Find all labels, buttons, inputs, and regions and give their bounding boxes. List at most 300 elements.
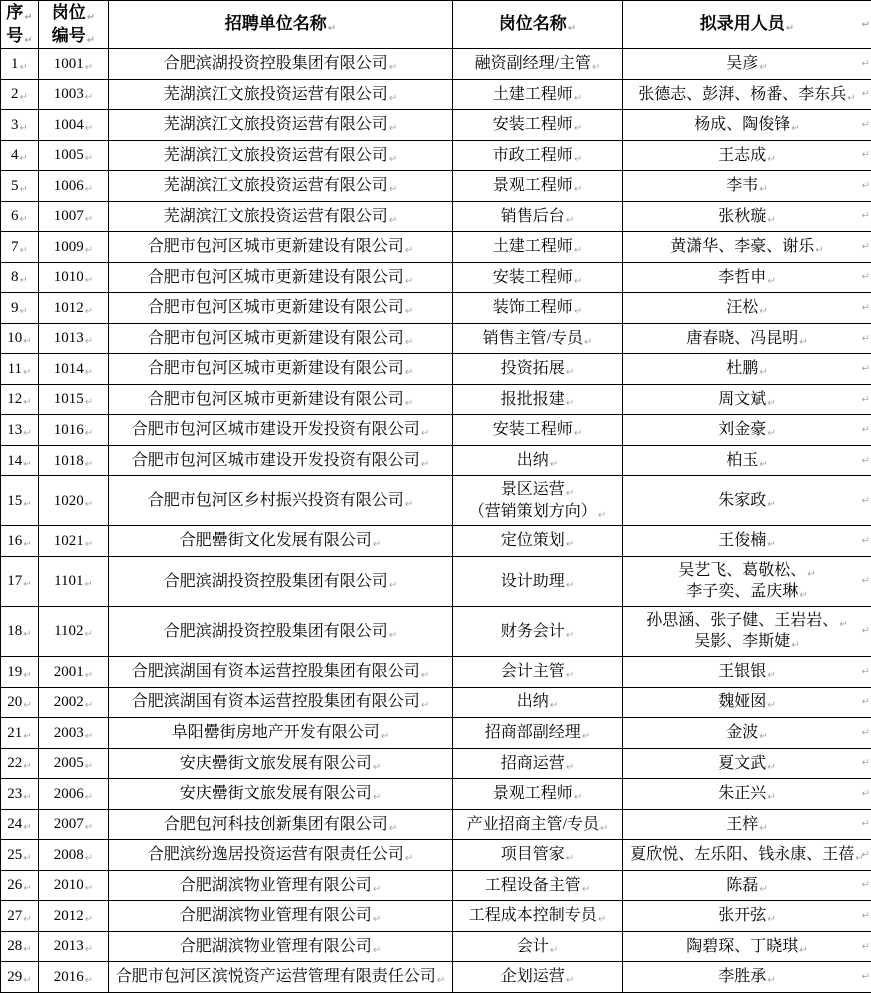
seq-line: [3, 115, 36, 135]
code-cell: [39, 323, 109, 354]
row-end-mark: ↵: [861, 363, 870, 375]
code-text: 2012: [53, 907, 84, 924]
hires-text: 王志成: [718, 146, 767, 164]
paragraph-mark: ↵: [23, 428, 32, 440]
code-text: 2006: [53, 785, 84, 802]
paragraph-mark: ↵: [84, 92, 94, 104]
seq-line: [3, 54, 36, 74]
seq-text: 2: [11, 86, 19, 103]
code-text: 2013: [53, 938, 84, 955]
table-header: [1, 1, 871, 49]
header-cell-company: [109, 1, 453, 49]
position-line: [455, 297, 620, 319]
hires-cell: [623, 445, 871, 476]
paragraph-mark: ↵: [84, 336, 94, 348]
code-line: [41, 115, 106, 135]
company-text: 安庆罍街文旅发展有限公司: [179, 785, 372, 803]
position-line: [455, 875, 620, 897]
company-text: 合肥湖滨物业管理有限公司: [179, 937, 372, 955]
hires-line: [625, 936, 869, 958]
position-text: （营销策划方向）: [468, 502, 597, 520]
seq-line: [3, 206, 36, 226]
hires-line: [625, 175, 869, 197]
table-row: [1, 931, 871, 962]
code-cell: [39, 293, 109, 324]
code-text: 2008: [53, 846, 84, 863]
table-row: [1, 354, 871, 385]
hires-cell: [623, 656, 871, 687]
position-cell: [453, 840, 623, 871]
table-row: [1, 79, 871, 110]
seq-text: 11: [7, 360, 23, 377]
hires-line: [625, 206, 869, 228]
hires-cell: [623, 110, 871, 141]
seq-cell: [1, 140, 39, 171]
code-text: 1007: [53, 208, 84, 225]
hires-text: 朱家政: [718, 492, 767, 510]
company-line: [111, 936, 450, 958]
seq-text: 4: [11, 147, 19, 164]
seq-cell: [1, 79, 39, 110]
position-cell: [453, 140, 623, 171]
paragraph-mark: ↵: [19, 183, 28, 195]
seq-line: [3, 267, 36, 287]
seq-line: [3, 723, 36, 743]
code-text: 2010: [53, 877, 84, 894]
position-line: [455, 450, 620, 472]
code-cell: [39, 606, 109, 656]
paragraph-mark: ↵: [807, 568, 816, 580]
position-line: [455, 966, 620, 988]
company-line: [111, 267, 450, 289]
company-cell: [109, 718, 453, 749]
row-end-mark: ↵: [861, 271, 870, 283]
company-line: [111, 450, 450, 472]
row-end-mark: ↵: [861, 393, 870, 405]
paragraph-mark: ↵: [388, 123, 398, 135]
position-line: [455, 389, 620, 411]
row-end-mark: ↵: [861, 696, 870, 708]
header-seq-line: [3, 2, 36, 24]
paragraph-mark: ↵: [791, 640, 800, 652]
position-text: 设计助理: [500, 572, 565, 590]
seq-cell: [1, 415, 39, 446]
hires-text: 张德志、彭湃、杨番、李东兵: [638, 85, 847, 103]
table-row: [1, 687, 871, 718]
paragraph-mark: ↵: [84, 913, 94, 925]
seq-text: 7: [11, 238, 19, 255]
table-row: [1, 840, 871, 871]
paragraph-mark: ↵: [388, 822, 398, 834]
seq-cell: [1, 384, 39, 415]
company-text: 芜湖滨江文旅投资运营有限公司: [163, 146, 388, 164]
paragraph-mark: ↵: [573, 275, 583, 287]
seq-line: [3, 662, 36, 682]
paragraph-mark: ↵: [327, 23, 337, 35]
position-line: [455, 783, 620, 805]
company-line: [111, 490, 450, 512]
position-text: 定位策划: [500, 532, 565, 550]
paragraph-mark: ↵: [573, 123, 583, 135]
hires-cell: [623, 687, 871, 718]
seq-line: [3, 298, 36, 318]
code-text: 2003: [53, 724, 84, 741]
seq-cell: [1, 779, 39, 810]
company-cell: [109, 79, 453, 110]
code-line: [41, 389, 106, 409]
paragraph-mark: ↵: [84, 852, 94, 864]
paragraph-mark: ↵: [565, 214, 575, 226]
header-seq-text: 号: [6, 25, 24, 45]
position-text: 会计主管: [500, 662, 565, 680]
company-line: [111, 905, 450, 927]
paragraph-mark: ↵: [86, 12, 96, 24]
company-line: [111, 691, 450, 713]
hires-cell: [623, 262, 871, 293]
company-cell: [109, 354, 453, 385]
seq-text: 22: [7, 755, 23, 772]
position-line: [455, 621, 620, 643]
hires-text: 吴影、李斯婕: [694, 633, 791, 651]
table-row: [1, 415, 871, 446]
position-cell: [453, 748, 623, 779]
seq-text: 28: [7, 938, 23, 955]
paragraph-mark: ↵: [791, 123, 800, 135]
company-cell: [109, 384, 453, 415]
row-end-mark: ↵: [861, 727, 870, 739]
hires-line: [625, 722, 869, 744]
seq-line: [3, 845, 36, 865]
position-cell: [453, 171, 623, 202]
code-line: [41, 875, 106, 895]
hires-text: 柏玉: [726, 451, 759, 469]
code-text: 1018: [53, 452, 84, 469]
code-cell: [39, 526, 109, 557]
seq-cell: [1, 201, 39, 232]
paragraph-mark: ↵: [84, 305, 94, 317]
row-end-mark: ↵: [861, 180, 870, 192]
company-cell: [109, 687, 453, 718]
position-cell: [453, 779, 623, 810]
seq-cell: [1, 476, 39, 526]
code-cell: [39, 931, 109, 962]
company-cell: [109, 49, 453, 80]
company-cell: [109, 476, 453, 526]
paragraph-mark: ↵: [581, 883, 591, 895]
seq-text: 8: [11, 269, 19, 286]
company-cell: [109, 201, 453, 232]
code-cell: [39, 556, 109, 606]
hires-line: [625, 610, 869, 632]
code-text: 1013: [53, 330, 84, 347]
company-line: [111, 621, 450, 643]
code-cell: [39, 779, 109, 810]
company-line: [111, 236, 450, 258]
code-cell: [39, 870, 109, 901]
code-line: [41, 176, 106, 196]
seq-cell: [1, 556, 39, 606]
company-line: [111, 114, 450, 136]
paragraph-mark: ↵: [767, 428, 776, 440]
paragraph-mark: ↵: [84, 275, 94, 287]
company-text: 合肥市包河区城市更新建设有限公司: [147, 238, 404, 256]
company-line: [111, 966, 450, 988]
hires-line: [625, 661, 869, 683]
seq-text: 5: [11, 177, 19, 194]
seq-cell: [1, 262, 39, 293]
paragraph-mark: ↵: [19, 275, 28, 287]
seq-cell: [1, 718, 39, 749]
position-cell: [453, 354, 623, 385]
header-row: [1, 1, 871, 49]
hires-line: [625, 450, 869, 472]
position-cell: [453, 870, 623, 901]
company-cell: [109, 415, 453, 446]
hires-text: 王银银: [718, 662, 767, 680]
hires-cell: [623, 606, 871, 656]
row-end-mark: ↵: [861, 241, 870, 253]
paragraph-mark: ↵: [565, 629, 575, 641]
paragraph-mark: ↵: [565, 579, 575, 591]
seq-line: [3, 420, 36, 440]
position-text: 销售后台: [500, 207, 565, 225]
hires-line: [625, 53, 869, 75]
position-line: [455, 206, 620, 228]
code-line: [41, 451, 106, 471]
row-end-mark: ↵: [861, 971, 870, 983]
position-line: [455, 501, 620, 523]
hires-text: 吴彦: [726, 54, 759, 72]
paragraph-mark: ↵: [565, 975, 575, 987]
paragraph-mark: ↵: [84, 61, 94, 73]
code-text: 1009: [53, 238, 84, 255]
code-text: 1005: [53, 147, 84, 164]
row-end-mark: ↵: [861, 454, 870, 466]
paragraph-mark: ↵: [600, 822, 609, 834]
code-text: 1016: [53, 422, 84, 439]
paragraph-mark: ↵: [565, 539, 575, 551]
paragraph-mark: ↵: [404, 336, 414, 348]
company-text: 合肥滨纷逸居投资运营有限责任公司: [147, 846, 404, 864]
hires-text: 朱正兴: [718, 785, 767, 803]
company-cell: [109, 748, 453, 779]
seq-line: [3, 389, 36, 409]
code-line: [41, 621, 106, 641]
company-cell: [109, 809, 453, 840]
code-text: 1102: [54, 623, 84, 640]
table-row: [1, 201, 871, 232]
row-end-mark: ↵: [861, 575, 870, 587]
paragraph-mark: ↵: [84, 153, 94, 165]
paragraph-mark: ↵: [84, 730, 94, 742]
company-text: 合肥市包河区城市建设开发投资有限公司: [131, 451, 420, 469]
header-company-line: [111, 13, 450, 35]
seq-text: 26: [7, 877, 23, 894]
header-cell-code: [39, 1, 109, 49]
paragraph-mark: ↵: [404, 245, 414, 257]
paragraph-mark: ↵: [573, 428, 583, 440]
position-text: 景观工程师: [492, 785, 573, 803]
paragraph-mark: ↵: [815, 245, 824, 257]
paragraph-mark: ↵: [84, 183, 94, 195]
row-end-mark: ↵: [861, 58, 870, 70]
company-text: 芜湖滨江文旅投资运营有限公司: [163, 177, 388, 195]
paragraph-mark: ↵: [84, 498, 94, 510]
code-line: [41, 328, 106, 348]
hires-line: [625, 114, 869, 136]
hires-line: [625, 691, 869, 713]
hires-cell: [623, 323, 871, 354]
seq-line: [3, 237, 36, 257]
hires-cell: [623, 779, 871, 810]
position-line: [455, 530, 620, 552]
table-row: [1, 901, 871, 932]
paragraph-mark: ↵: [23, 366, 32, 378]
code-cell: [39, 354, 109, 385]
company-line: [111, 875, 450, 897]
paragraph-mark: ↵: [23, 730, 32, 742]
paragraph-mark: ↵: [23, 761, 32, 773]
row-end-mark: ↵: [861, 495, 870, 507]
header-code-line: [41, 25, 106, 47]
seq-line: [3, 753, 36, 773]
table-row: [1, 962, 871, 993]
code-line: [41, 967, 106, 987]
paragraph-mark: ↵: [388, 153, 398, 165]
company-cell: [109, 110, 453, 141]
code-line: [41, 814, 106, 834]
company-text: 合肥市包河区滨悦资产运营管理有限责任公司: [115, 968, 436, 986]
seq-line: [3, 814, 36, 834]
paragraph-mark: ↵: [404, 499, 414, 511]
code-line: [41, 906, 106, 926]
paragraph-mark: ↵: [436, 975, 446, 987]
table-row: [1, 748, 871, 779]
company-text: 阜阳罍街房地产开发有限公司: [171, 724, 380, 741]
paragraph-mark: ↵: [84, 822, 94, 834]
hires-cell: [623, 232, 871, 263]
code-cell: [39, 656, 109, 687]
paragraph-mark: ↵: [573, 306, 583, 318]
code-text: 2005: [53, 755, 84, 772]
company-cell: [109, 870, 453, 901]
code-text: 1010: [53, 269, 84, 286]
paragraph-mark: ↵: [23, 629, 32, 641]
paragraph-mark: ↵: [84, 629, 93, 641]
seq-line: [3, 784, 36, 804]
company-text: 合肥市包河区乡村振兴投资有限公司: [147, 492, 404, 510]
seq-cell: [1, 110, 39, 141]
table-body: [1, 49, 871, 993]
position-text: 装饰工程师: [492, 299, 573, 317]
paragraph-mark: ↵: [767, 214, 776, 226]
paragraph-mark: ↵: [84, 700, 94, 712]
paragraph-mark: ↵: [388, 184, 398, 196]
paragraph-mark: ↵: [759, 731, 768, 742]
company-line: [111, 358, 450, 380]
paragraph-mark: ↵: [23, 700, 32, 712]
paragraph-mark: ↵: [404, 306, 414, 318]
position-text: 融资副经理/主管: [474, 54, 592, 72]
seq-text: 16: [7, 533, 23, 550]
paragraph-mark: ↵: [767, 669, 776, 681]
position-cell: [453, 962, 623, 993]
hires-cell: [623, 962, 871, 993]
seq-cell: [1, 293, 39, 324]
paragraph-mark: ↵: [549, 944, 559, 956]
position-line: [455, 358, 620, 380]
seq-cell: [1, 171, 39, 202]
company-line: [111, 175, 450, 197]
hires-text: 张秋璇: [718, 207, 767, 225]
paragraph-mark: ↵: [372, 883, 382, 895]
code-line: [41, 206, 106, 226]
position-line: [455, 661, 620, 683]
hires-cell: [623, 476, 871, 526]
hires-cell: [623, 201, 871, 232]
paragraph-mark: ↵: [23, 822, 32, 834]
paragraph-mark: ↵: [372, 914, 382, 926]
seq-cell: [1, 656, 39, 687]
company-text: 合肥滨湖投资控股集团有限公司: [163, 622, 388, 640]
paragraph-mark: ↵: [549, 700, 559, 712]
paragraph-mark: ↵: [855, 853, 864, 865]
hires-line: [625, 358, 869, 380]
position-cell: [453, 415, 623, 446]
position-line: [455, 814, 620, 836]
code-cell: [39, 79, 109, 110]
table-row: [1, 171, 871, 202]
hires-text: 李胜承: [718, 968, 767, 986]
paragraph-mark: ↵: [404, 367, 414, 379]
position-line: [455, 114, 620, 136]
seq-text: 24: [7, 816, 23, 833]
code-text: 1012: [53, 299, 84, 316]
seq-line: [3, 359, 36, 379]
seq-line: [3, 875, 36, 895]
code-cell: [39, 445, 109, 476]
company-line: [111, 145, 450, 167]
paragraph-mark: ↵: [759, 367, 768, 379]
seq-cell: [1, 870, 39, 901]
position-line: [455, 571, 620, 593]
company-text: 合肥滨湖投资控股集团有限公司: [163, 572, 388, 590]
company-text: 合肥滨湖国有资本运营控股集团有限公司: [131, 662, 420, 680]
paragraph-mark: ↵: [565, 669, 575, 681]
seq-line: [3, 906, 36, 926]
header-position-line: [455, 13, 620, 35]
company-cell: [109, 931, 453, 962]
paragraph-mark: ↵: [86, 34, 96, 46]
hires-cell: [623, 140, 871, 171]
paragraph-mark: ↵: [84, 428, 94, 440]
paragraph-mark: ↵: [388, 92, 398, 104]
position-text: 产业招商主管/专员: [466, 815, 600, 833]
position-text: 招商部副经理: [484, 724, 581, 741]
table-row: [1, 232, 871, 263]
paragraph-mark: ↵: [759, 883, 768, 895]
hires-line: [625, 783, 869, 805]
hires-text: 李子奕、孟庆琳: [686, 583, 799, 601]
code-cell: [39, 140, 109, 171]
header-position-text: 岗位名称: [498, 14, 567, 34]
company-text: 合肥湖滨物业管理有限公司: [179, 876, 372, 894]
paragraph-mark: ↵: [84, 122, 94, 134]
position-line: [455, 53, 620, 75]
paragraph-mark: ↵: [23, 791, 32, 803]
hires-line: [625, 753, 869, 775]
paragraph-mark: ↵: [759, 458, 768, 470]
